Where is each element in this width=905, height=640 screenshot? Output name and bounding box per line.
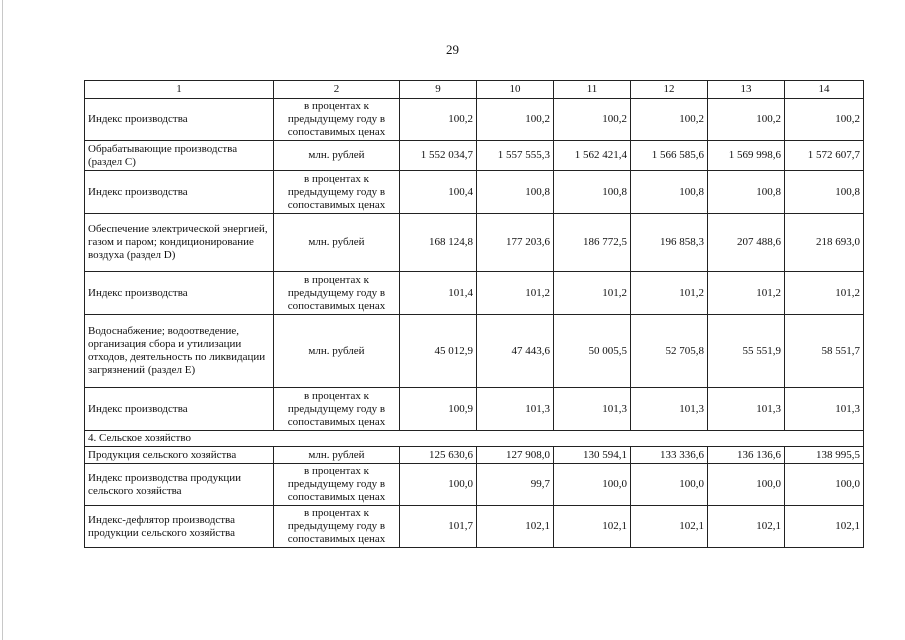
value-cell-col-13: 207 488,6 — [708, 214, 785, 272]
value-cell-col-12: 102,1 — [631, 506, 708, 548]
unit-cell: в процентах к предыдущему году в сопоставимых ценах — [274, 171, 400, 214]
value-cell-col-10: 100,2 — [477, 99, 554, 141]
value-cell-col-13: 101,3 — [708, 388, 785, 431]
value-cell-col-9: 1 552 034,7 — [400, 141, 477, 171]
value-cell-col-11: 1 562 421,4 — [554, 141, 631, 171]
value-cell-col-13: 100,2 — [708, 99, 785, 141]
value-cell-col-11: 101,2 — [554, 272, 631, 315]
value-cell-col-9: 100,9 — [400, 388, 477, 431]
value-cell-col-10: 177 203,6 — [477, 214, 554, 272]
statistics-table — [84, 80, 864, 548]
indicator-name-cell: Водоснабжение; водоотведение, организация сбора и утилизации отходов, деятельность по ликвидации загрязнений (раздел E) — [85, 315, 274, 388]
value-cell-col-10: 1 557 555,3 — [477, 141, 554, 171]
value-cell-col-13: 55 551,9 — [708, 315, 785, 388]
table-row — [85, 506, 864, 548]
unit-cell: в процентах к предыдущему году в сопоставимых ценах — [274, 99, 400, 141]
value-cell-col-14: 102,1 — [785, 506, 864, 548]
header-cell-1: 1 — [85, 81, 274, 99]
unit-cell: в процентах к предыдущему году в сопоставимых ценах — [274, 506, 400, 548]
value-cell-col-10: 101,2 — [477, 272, 554, 315]
unit-cell: в процентах к предыдущему году в сопоставимых ценах — [274, 464, 400, 506]
header-cell-14: 14 — [785, 81, 864, 99]
value-cell-col-12: 100,0 — [631, 464, 708, 506]
indicator-name-cell: Индекс производства — [85, 171, 274, 214]
header-cell-9: 9 — [400, 81, 477, 99]
value-cell-col-14: 1 572 607,7 — [785, 141, 864, 171]
table-row — [85, 141, 864, 171]
value-cell-col-9: 100,2 — [400, 99, 477, 141]
indicator-name-cell: Индекс-дефлятор производства продукции сельского хозяйства — [85, 506, 274, 548]
indicator-name-cell: Индекс производства — [85, 272, 274, 315]
indicator-name-cell: Индекс производства продукции сельского хозяйства — [85, 464, 274, 506]
value-cell-col-10: 47 443,6 — [477, 315, 554, 388]
table-header-row — [85, 81, 864, 99]
unit-cell: млн. рублей — [274, 315, 400, 388]
unit-cell: в процентах к предыдущему году в сопоставимых ценах — [274, 272, 400, 315]
value-cell-col-11: 100,0 — [554, 464, 631, 506]
indicator-name-cell: Индекс производства — [85, 99, 274, 141]
value-cell-col-11: 186 772,5 — [554, 214, 631, 272]
value-cell-col-11: 100,8 — [554, 171, 631, 214]
table-row — [85, 388, 864, 431]
value-cell-col-14: 58 551,7 — [785, 315, 864, 388]
value-cell-col-13: 100,0 — [708, 464, 785, 506]
value-cell-col-13: 100,8 — [708, 171, 785, 214]
value-cell-col-14: 101,3 — [785, 388, 864, 431]
value-cell-col-12: 196 858,3 — [631, 214, 708, 272]
value-cell-col-12: 100,2 — [631, 99, 708, 141]
value-cell-col-12: 133 336,6 — [631, 447, 708, 464]
value-cell-col-12: 52 705,8 — [631, 315, 708, 388]
value-cell-col-10: 99,7 — [477, 464, 554, 506]
value-cell-col-9: 100,4 — [400, 171, 477, 214]
value-cell-col-9: 125 630,6 — [400, 447, 477, 464]
indicator-name-cell: Обеспечение электрической энергией, газом и паром; кондиционирование воздуха (раздел D) — [85, 214, 274, 272]
value-cell-col-14: 100,2 — [785, 99, 864, 141]
section-title: 4. Сельское хозяйство — [85, 431, 864, 447]
table-row — [85, 214, 864, 272]
value-cell-col-9: 100,0 — [400, 464, 477, 506]
value-cell-col-10: 102,1 — [477, 506, 554, 548]
table-row — [85, 272, 864, 315]
value-cell-col-13: 136 136,6 — [708, 447, 785, 464]
value-cell-col-11: 100,2 — [554, 99, 631, 141]
value-cell-col-10: 100,8 — [477, 171, 554, 214]
unit-cell: в процентах к предыдущему году в сопоставимых ценах — [274, 388, 400, 431]
value-cell-col-14: 138 995,5 — [785, 447, 864, 464]
value-cell-col-11: 101,3 — [554, 388, 631, 431]
table-row — [85, 315, 864, 388]
unit-cell: млн. рублей — [274, 141, 400, 171]
value-cell-col-13: 1 569 998,6 — [708, 141, 785, 171]
value-cell-col-9: 101,4 — [400, 272, 477, 315]
value-cell-col-11: 102,1 — [554, 506, 631, 548]
page-number: 29 — [446, 42, 459, 57]
value-cell-col-11: 50 005,5 — [554, 315, 631, 388]
value-cell-col-12: 101,2 — [631, 272, 708, 315]
value-cell-col-14: 218 693,0 — [785, 214, 864, 272]
header-cell-12: 12 — [631, 81, 708, 99]
value-cell-col-9: 101,7 — [400, 506, 477, 548]
table-row — [85, 447, 864, 464]
value-cell-col-9: 168 124,8 — [400, 214, 477, 272]
table-row — [85, 171, 864, 214]
value-cell-col-10: 101,3 — [477, 388, 554, 431]
unit-cell: млн. рублей — [274, 447, 400, 464]
value-cell-col-13: 101,2 — [708, 272, 785, 315]
header-cell-11: 11 — [554, 81, 631, 99]
header-cell-13: 13 — [708, 81, 785, 99]
indicator-name-cell: Продукция сельского хозяйства — [85, 447, 274, 464]
value-cell-col-9: 45 012,9 — [400, 315, 477, 388]
unit-cell: млн. рублей — [274, 214, 400, 272]
header-cell-2: 2 — [274, 81, 400, 99]
table-body — [85, 81, 864, 548]
header-cell-10: 10 — [477, 81, 554, 99]
value-cell-col-14: 100,0 — [785, 464, 864, 506]
value-cell-col-14: 100,8 — [785, 171, 864, 214]
value-cell-col-12: 101,3 — [631, 388, 708, 431]
section-row — [85, 431, 864, 447]
value-cell-col-13: 102,1 — [708, 506, 785, 548]
value-cell-col-11: 130 594,1 — [554, 447, 631, 464]
value-cell-col-10: 127 908,0 — [477, 447, 554, 464]
table-row — [85, 464, 864, 506]
scan-edge-line — [2, 0, 3, 640]
indicator-name-cell: Индекс производства — [85, 388, 274, 431]
table-row — [85, 99, 864, 141]
indicator-name-cell: Обрабатывающие производства (раздел С) — [85, 141, 274, 171]
value-cell-col-12: 1 566 585,6 — [631, 141, 708, 171]
value-cell-col-12: 100,8 — [631, 171, 708, 214]
value-cell-col-14: 101,2 — [785, 272, 864, 315]
